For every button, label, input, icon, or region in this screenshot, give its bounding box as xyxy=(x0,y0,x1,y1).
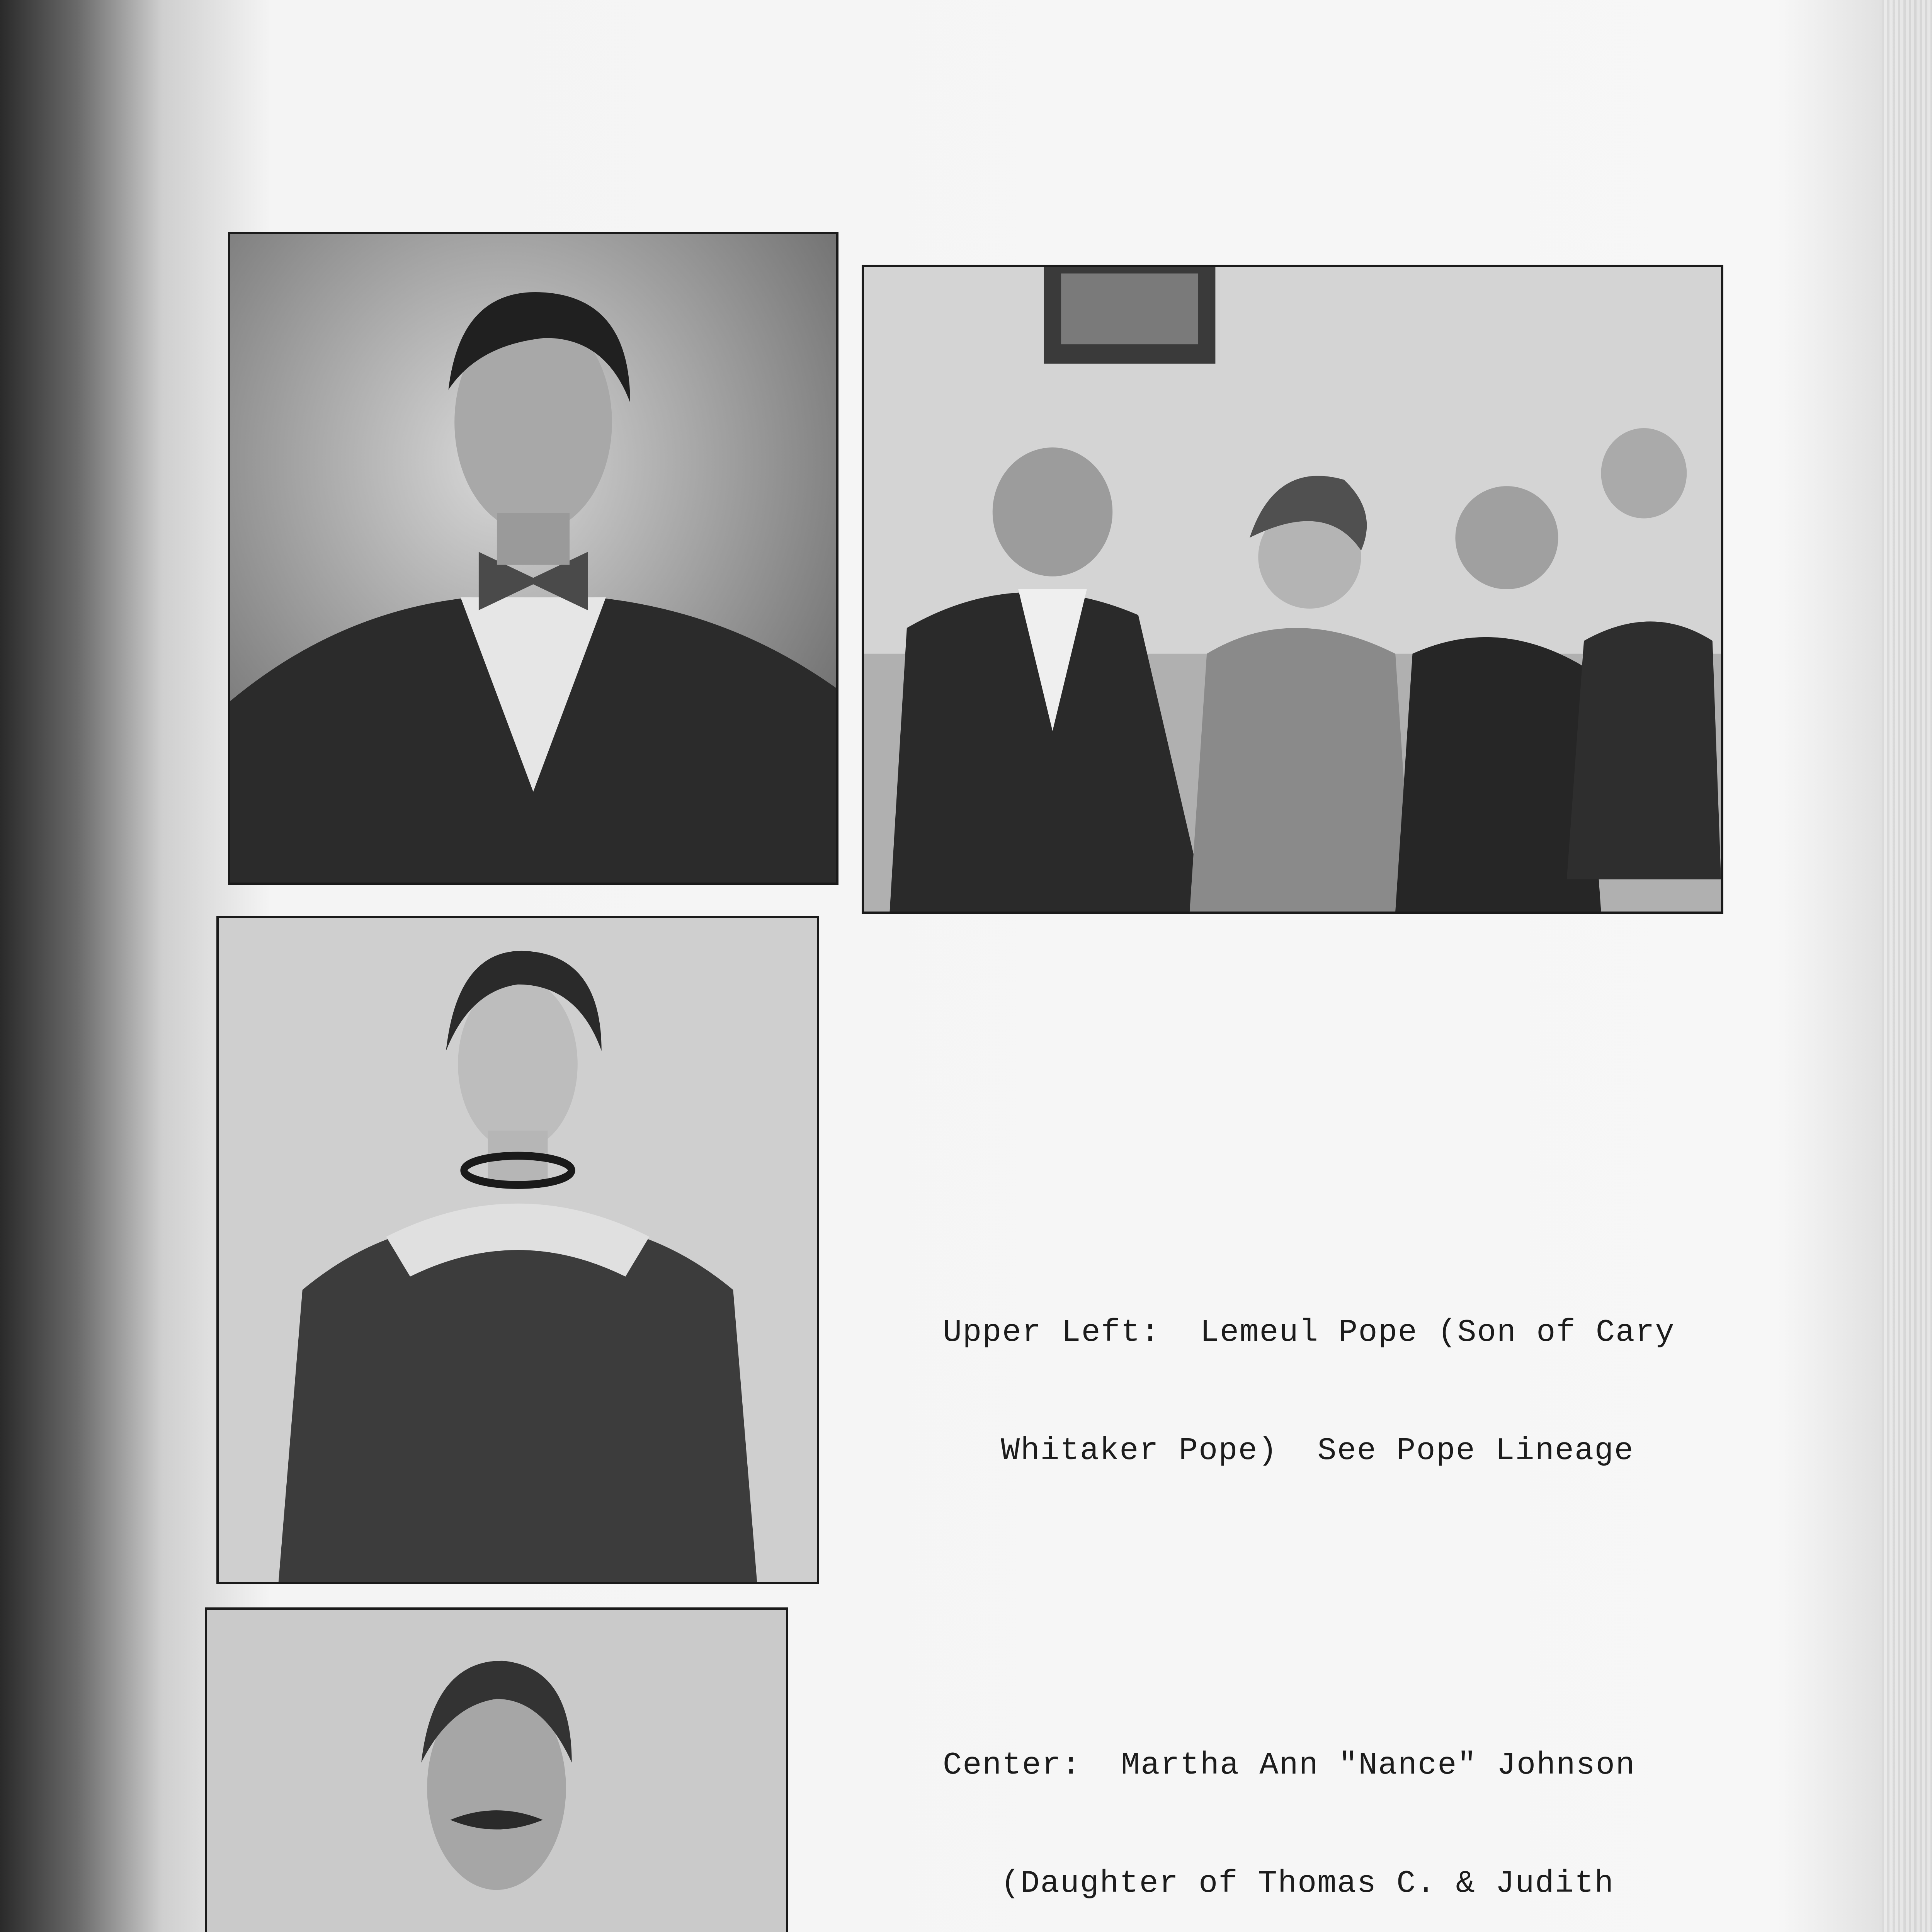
photo-lower-left xyxy=(205,1607,788,1932)
photo-captions xyxy=(943,1155,1832,1932)
caption-text: Lemeul Pope (Son of Cary xyxy=(1200,1315,1675,1350)
photo-center xyxy=(216,916,819,1584)
caption-label: Upper Left: xyxy=(943,1315,1161,1350)
photo-upper-right xyxy=(862,265,1723,914)
page-edge-stack xyxy=(1882,0,1932,1932)
photo-upper-left xyxy=(228,232,838,885)
portrait-woman-necklace xyxy=(219,918,817,1582)
caption-center xyxy=(943,1667,1832,1932)
caption-text: Martha Ann "Nance" Johnson xyxy=(1121,1747,1636,1783)
caption-label: Center: xyxy=(943,1747,1082,1783)
caption-upper-left xyxy=(943,1234,1832,1549)
portrait-man-mustache xyxy=(207,1610,786,1932)
portrait-man-bowtie xyxy=(230,234,836,883)
group-photo-four-seated xyxy=(864,267,1721,912)
caption-text: Whitaker Pope) See Pope Lineage xyxy=(1001,1433,1634,1469)
caption-text: (Daughter of Thomas C. & Judith xyxy=(1001,1866,1614,1901)
